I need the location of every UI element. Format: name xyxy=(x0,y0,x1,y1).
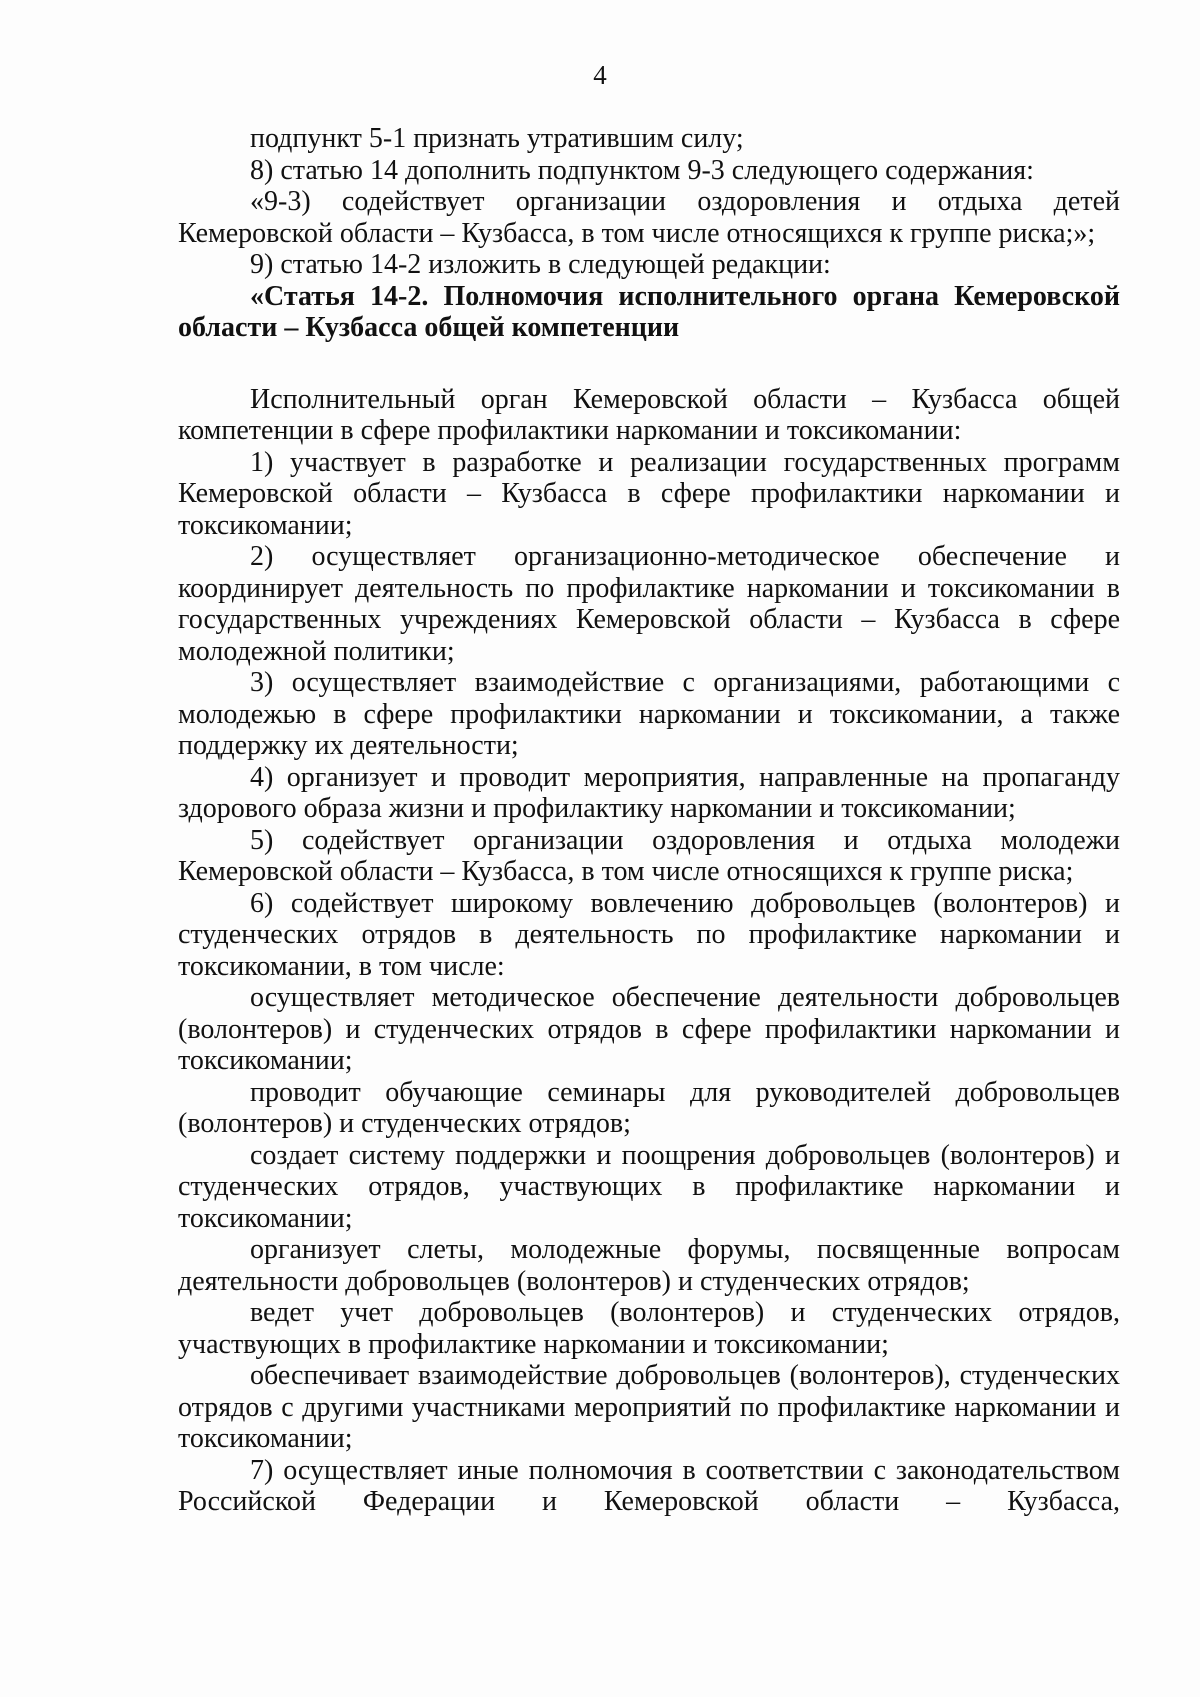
article-paragraph: осуществляет методическое обеспечение деятельности добровольцев (волонтеров) и студенческих отрядов в сфере профилактики наркомании и токсикомании; xyxy=(178,982,1120,1076)
article-paragraph: 4) организует и проводит мероприятия, направленные на пропаганду здорового образа жизни и профилактику наркомании и токсикомании; xyxy=(178,761,1120,824)
article-paragraph: 1) участвует в разработке и реализации государственных программ Кемеровской области – Кузбасса в сфере профилактики наркомании и токсикомании; xyxy=(178,446,1120,541)
paragraph: подпункт 5-1 признать утратившим силу; xyxy=(250,123,744,154)
article-paragraph: 3) осуществляет взаимодействие с организациями, работающими с молодежью в сфере профилактики наркомании и токсикомании, а также поддержку их деятельности; xyxy=(178,667,1120,761)
page-number: 4 xyxy=(593,60,607,90)
paragraph: «9-3) содействует организации оздоровления и отдыха детей Кемеровской области – Кузбасса, в том числе относящихся к группе риска;»; xyxy=(178,186,1120,249)
article-heading: «Статья 14-2. Полномочия исполнительного органа Кемеровской области – Кузбасса общей компетенции xyxy=(178,280,1120,343)
article-paragraph: ведет учет добровольцев (волонтеров) и студенческих отрядов, участвующих в профилактике наркомании и токсикомании; xyxy=(178,1297,1120,1360)
article-paragraph: обеспечивает взаимодействие добровольцев (волонтеров), студенческих отрядов с другими участниками мероприятий по профилактике наркомании и токсикомании; xyxy=(178,1360,1120,1454)
article-paragraph: 6) содействует широкому вовлечению добровольцев (волонтеров) и студенческих отрядов в деятельность по профилактике наркомании и токсикомании, в том числе: xyxy=(178,887,1120,982)
spacer xyxy=(178,344,1120,384)
document-body xyxy=(178,123,1120,1518)
paragraph: 9) статью 14-2 изложить в следующей редакции: xyxy=(250,249,831,280)
article-paragraph: 7) осуществляет иные полномочия в соответствии с законодательством Российской Федерации и Кемеровской области – Кузбасса, xyxy=(178,1454,1120,1517)
article-paragraph: проводит обучающие семинары для руководителей добровольцев (волонтеров) и студенческих отрядов; xyxy=(178,1076,1120,1139)
article-paragraph: Исполнительный орган Кемеровской области – Кузбасса общей компетенции в сфере профилактики наркомании и токсикомании: xyxy=(178,383,1120,446)
paragraph: 8) статью 14 дополнить подпунктом 9-3 следующего содержания: xyxy=(250,154,1034,186)
article-paragraph: 2) осуществляет организационно-методическое обеспечение и координирует деятельность по профилактике наркомании и токсикомании в государственных учреждениях Кемеровской области – Кузбасса в сфере молодежной политики; xyxy=(178,541,1120,667)
article-paragraph: создает систему поддержки и поощрения добровольцев (волонтеров) и студенческих отрядов, участвующих в профилактике наркомании и токсикомании; xyxy=(178,1139,1120,1234)
article-paragraph: 5) содействует организации оздоровления и отдыха молодежи Кемеровской области – Кузбасса, в том числе относящихся к группе риска; xyxy=(178,824,1120,887)
article-paragraph: организует слеты, молодежные форумы, посвященные вопросам деятельности добровольцев (волонтеров) и студенческих отрядов; xyxy=(178,1234,1120,1297)
